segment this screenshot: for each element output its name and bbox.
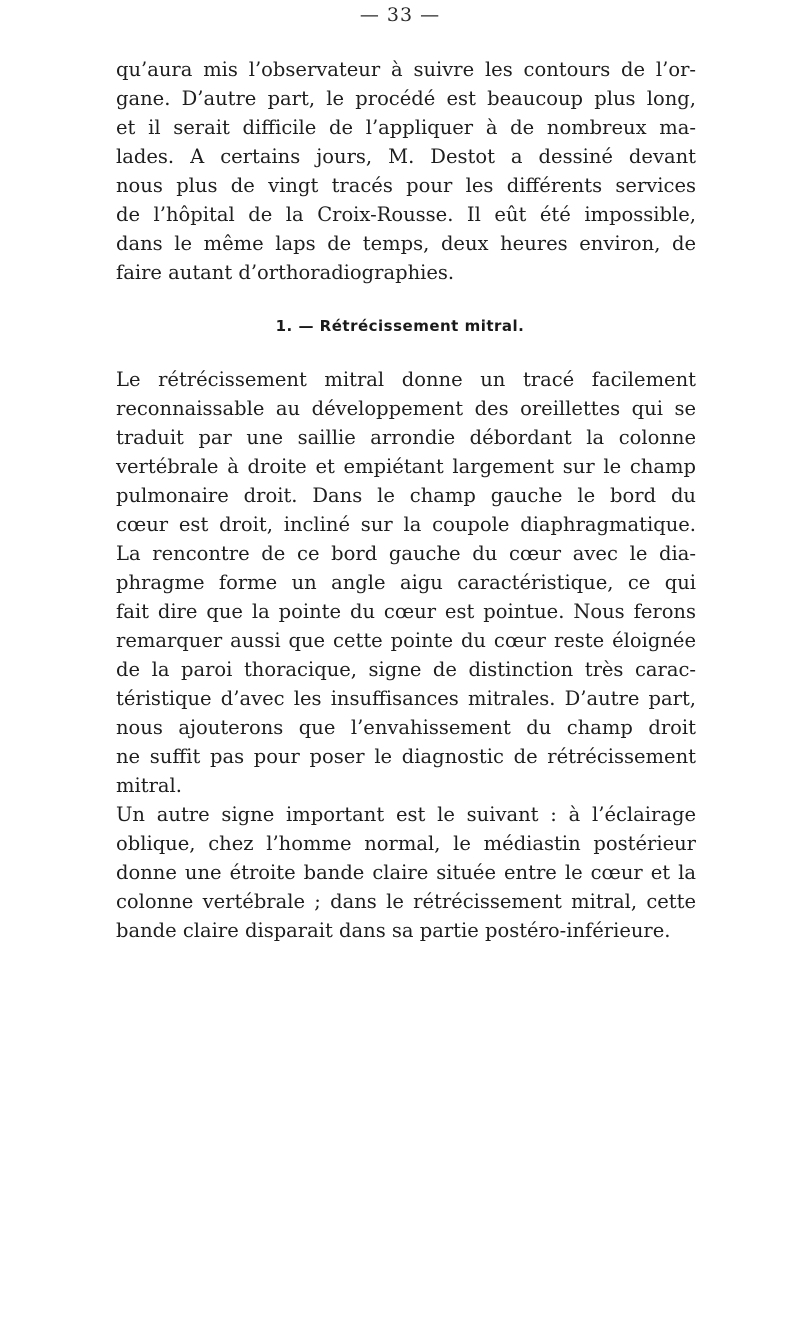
text-line: ne suffit pas pour poser le diagnostic de rétrécissement (116, 745, 696, 768)
text-line: mitral. (116, 774, 182, 797)
text-line: donne une étroite bande claire située entre le cœur et la (116, 861, 696, 884)
text-line: gane. D’autre part, le procédé est beaucoup plus long, (116, 87, 696, 110)
text-line: pulmonaire droit. Dans le champ gauche le bord du (116, 484, 696, 507)
paragraph-1 (116, 55, 696, 287)
text-line: remarquer aussi que cette pointe du cœur reste éloignée (116, 629, 696, 652)
text-line: lades. A certains jours, M. Destot a dessiné devant (116, 145, 696, 168)
text-line: colonne vertébrale ; dans le rétrécissement mitral, cette (116, 890, 696, 913)
text-line: nous plus de vingt tracés pour les différents services (116, 174, 696, 197)
text-line: et il serait difficile de l’appliquer à de nombreux ma- (116, 116, 696, 139)
text-line: La rencontre de ce bord gauche du cœur avec le dia- (116, 542, 696, 565)
text-line: reconnaissable au développement des oreillettes qui se (116, 397, 696, 420)
text-line: de l’hôpital de la Croix-Rousse. Il eût été impossible, (116, 203, 696, 226)
text-line: faire autant d’orthoradiographies. (116, 261, 455, 284)
paragraph-2 (116, 365, 696, 945)
page-number: — 33 — (359, 4, 441, 26)
text-line: bande claire disparait dans sa partie postéro-inférieure. (116, 919, 671, 942)
text-line: traduit par une saillie arrondie débordant la colonne (116, 426, 696, 449)
text-line: oblique, chez l’homme normal, le médiastin postérieur (116, 832, 696, 855)
text-line: phragme forme un angle aigu caractéristique, ce qui (116, 571, 696, 594)
text-line: fait dire que la pointe du cœur est pointue. Nous ferons (116, 600, 696, 623)
text-line: téristique d’avec les insuffisances mitrales. D’autre part, (116, 687, 696, 710)
text-line: Un autre signe important est le suivant : à l’éclairage (116, 803, 696, 826)
text-line: qu’aura mis l’observateur à suivre les contours de l’or- (116, 58, 696, 81)
text-line: dans le même laps de temps, deux heures environ, de (116, 232, 696, 255)
text-line: de la paroi thoracique, signe de distinction très carac- (116, 658, 696, 681)
text-line: Le rétrécissement mitral donne un tracé facilement (116, 368, 696, 391)
text-line: vertébrale à droite et empiétant largement sur le champ (116, 455, 696, 478)
text-line: cœur est droit, incliné sur la coupole diaphragmatique. (116, 513, 696, 536)
section-heading: 1. — Rétrécissement mitral. (275, 317, 525, 335)
text-line: nous ajouterons que l’envahissement du champ droit (116, 716, 696, 739)
